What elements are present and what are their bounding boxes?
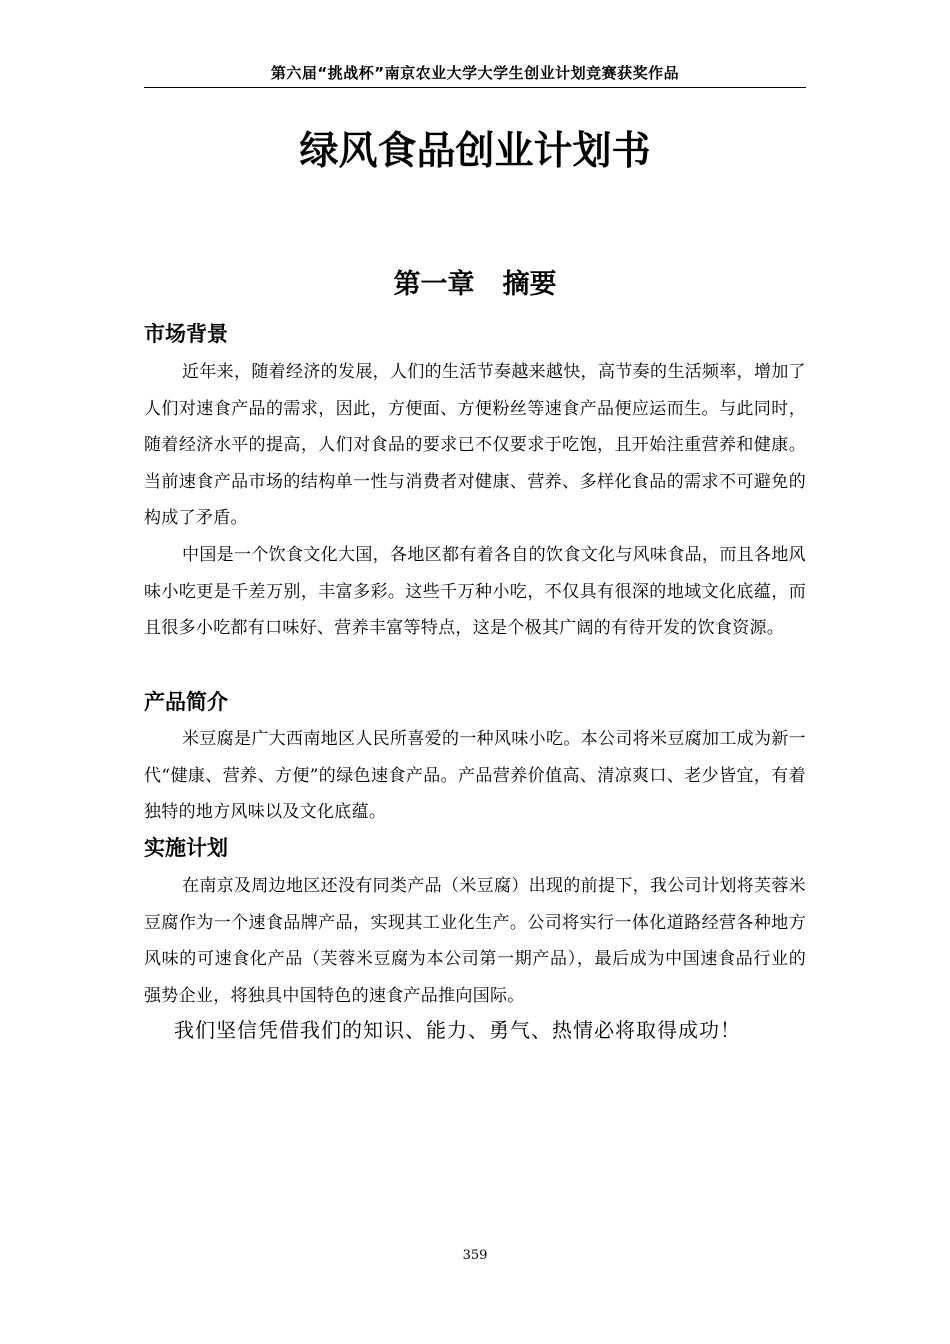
page-number: 359	[462, 1248, 488, 1263]
paragraph-product-intro: 米豆腐是广大西南地区人民所喜爱的一种风味小吃。本公司将米豆腐加工成为新一代“健康、营养、方便”的绿色速食产品。产品营养价值高、清凉爽口、老少皆宜，有着独特的地方风味以及文化底蕴。	[144, 729, 806, 822]
chapter-number: 第一章	[393, 269, 475, 300]
document-title: 绿风食品创业计划书	[299, 129, 651, 174]
chapter-heading	[144, 262, 806, 301]
closing-statement: 我们坚信凭借我们的知识、能力、勇气、热情必将取得成功！	[174, 1018, 741, 1042]
paragraph-market-background-2: 中国是一个饮食文化大国，各地区都有着各自的饮食文化与风味食品，而且各地风味小吃更是千差万别，丰富多彩。这些千万种小吃，不仅具有很深的地域文化底蕴，而且很多小吃都有口味好、营养丰富等特点，这是个极其广阔的有待开发的饮食资源。	[144, 545, 806, 638]
section-title-market-background: 市场背景	[144, 322, 228, 346]
running-header: 第六届“挑战杯”南京农业大学大学生创业计划竞赛获奖作品	[144, 62, 806, 88]
paragraph-implementation-plan: 在南京及周边地区还没有同类产品（米豆腐）出现的前提下，我公司计划将芙蓉米豆腐作为一个速食品牌产品，实现其工业化生产。公司将实行一体化道路经营各种地方风味的可速食化产品（芙蓉米豆腐为本公司第一期产品），最后成为中国速食品行业的强势企业，将独具中国特色的速食产品推向国际。	[144, 876, 806, 1006]
paragraph-market-background-1: 近年来，随着经济的发展，人们的生活节奏越来越快，高节奏的生活频率，增加了人们对速食产品的需求，因此，方便面、方便粉丝等速食产品便应运而生。与此同时，随着经济水平的提高，人们对食品的要求已不仅要求于吃饱，且开始注重营养和健康。当前速食产品市场的结构单一性与消费者对健康、营养、多样化食品的需求不可避免的构成了矛盾。	[144, 362, 806, 528]
section-title-product-intro: 产品简介	[144, 690, 228, 714]
section-title-implementation-plan: 实施计划	[144, 836, 228, 860]
chapter-title: 摘要	[502, 269, 557, 300]
